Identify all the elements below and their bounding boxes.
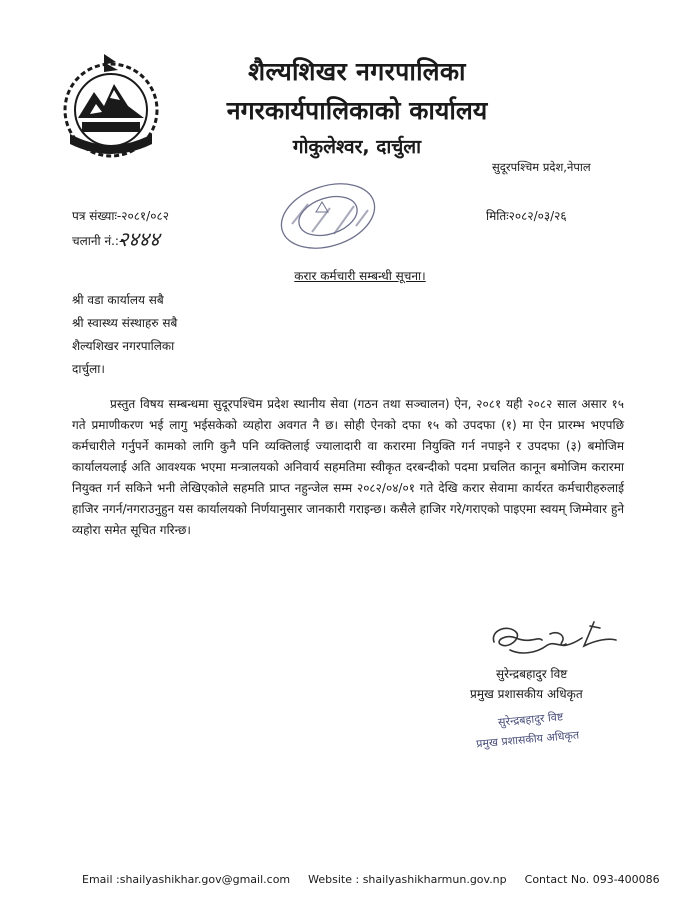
signature [486, 616, 622, 662]
seal-name: सुरेन्द्रबहादुर विष्ट [497, 710, 564, 729]
letter-footer [82, 873, 660, 886]
letter-number: पत्र संख्याः-२०८१/०८२ [72, 209, 169, 223]
dispatch-number-handwritten: २४४४ [118, 227, 160, 251]
footer-website: Website : shailyashikharmun.gov.np [308, 873, 507, 886]
footer-contact: Contact No. 093-400086 [524, 873, 660, 886]
municipality-name: शैल्यशिखर नगरपालिका [248, 57, 466, 86]
letter-body: प्रस्तुत विषय सम्बन्धमा सुदूरपश्चिम प्रदेश स्थानीय सेवा (गठन तथा सञ्चालन) ऐन, २०८१ यही २०८२ साल असार १५ गते प्रमाणीकरण भई लागु भईसकेको व्यहोरा अवगत नै छ। सोही ऐनको दफा १५ को उपदफा (१) मा ऐन प्रारम्भ भएपछि कर्मचारीले गर्नुपर्ने कामको लागि कुनै पनि व्यक्तिलाई ज्यालादारी वा करारमा नियुक्ति गर्न नपाइने र उपदफा (३) बमोजिम कार्यालयलाई अति आवश्यक भएमा मन्त्रालयको अनिवार्य सहमतिमा स्वीकृत दरबन्दीको पदमा प्रचलित कानून बमोजिम करारमा नियुक्त गर्न सकिने भनी लेखिएकोले सहमति प्राप्त नहुन्जेल सम्म २०८२/०४/०१ गते देखि करार सेवामा कार्यरत कर्मचारीहरुलाई हाजिर नगर्न/नगराउनुहुन यस कार्यालयको निर्णयानुसार जानकारी गराइन्छ। कसैले हाजिर गरे/गराएको पाइएमा स्वयम् जिम्मेवार हुने व्यहोरा समेत सूचित गरिन्छ। [72, 397, 624, 537]
seal-title: प्रमुख प्रशासकीय अधिकृत [475, 728, 580, 751]
addressee-line: दार्चुला। [72, 362, 105, 376]
office-location: गोकुलेश्वर, दार्चुला [292, 136, 422, 158]
signatory-title: प्रमुख प्रशासकीय अधिकृत [470, 687, 583, 701]
province-text: सुदूरपश्चिम प्रदेश,नेपाल [492, 160, 591, 174]
office-stamp [272, 182, 384, 252]
addressee-line: श्री वडा कार्यालय सबै [72, 293, 164, 307]
letter-subject [0, 267, 684, 284]
subject-text: करार कर्मचारी सम्बन्धी सूचना। [294, 269, 426, 283]
footer-email: Email :shailyashikhar.gov@gmail.com [82, 873, 291, 886]
letter-date: मितिः२०८२/०३/२६ [486, 209, 567, 223]
signatory-name: सुरेन्द्रबहादुर विष्ट [496, 667, 568, 681]
addressee-line: शैल्यशिखर नगरपालिका [72, 339, 175, 353]
dispatch-number-label: चलानी नं.:- [72, 234, 124, 248]
signatory-seal [470, 708, 600, 764]
office-name: नगरकार्यपालिकाको कार्यालय [226, 96, 488, 125]
addressee-line: श्री स्वास्थ्य संस्थाहरु सबै [72, 316, 178, 330]
